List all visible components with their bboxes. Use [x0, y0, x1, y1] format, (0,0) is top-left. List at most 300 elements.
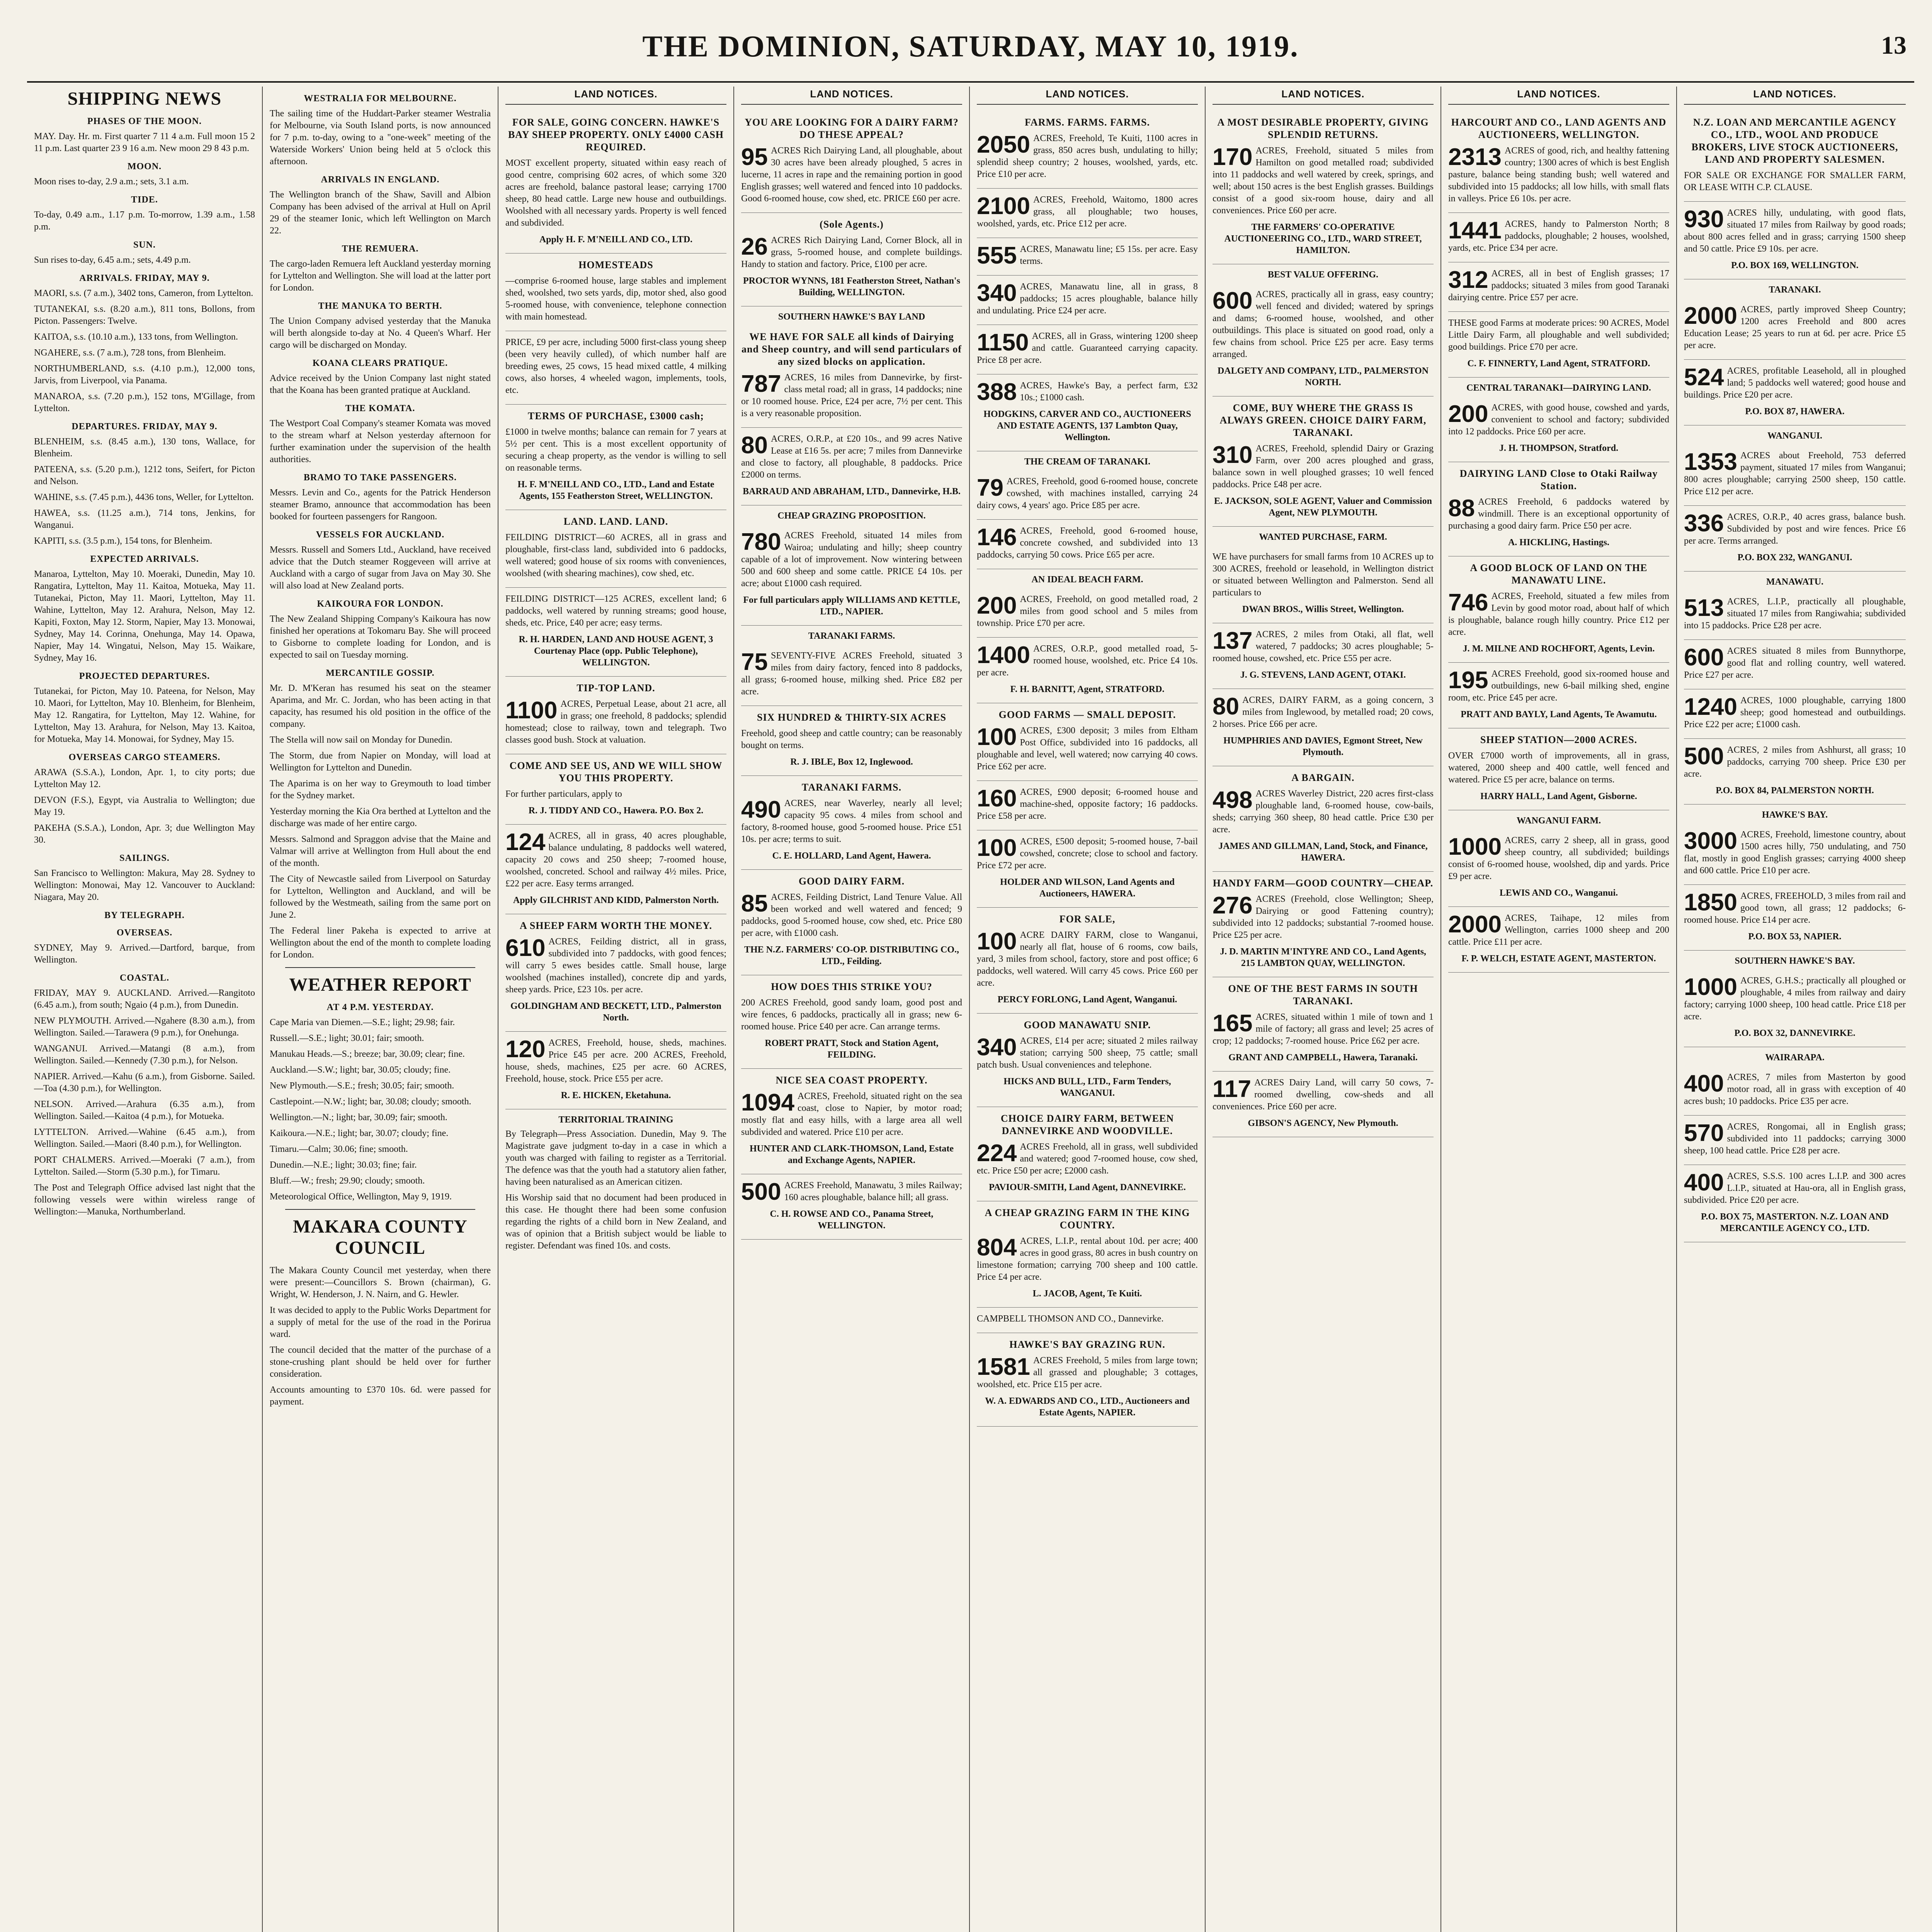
ad-body	[1448, 912, 1669, 948]
ad-body	[1684, 207, 1906, 255]
ad-text: ACRES, Freehold, on good metalled road, 2 miles from good school and 5 miles from township. Price £70 per acre.	[977, 594, 1198, 628]
ad-heading: FOR SALE, GOING CONCERN. HAWKE'S BAY SHEEP PROPERTY. ONLY £4000 CASH REQUIRED.	[508, 117, 724, 153]
ad-body	[505, 788, 726, 800]
land-advertisement	[1448, 213, 1669, 262]
ad-acreage: 804	[977, 1234, 1017, 1261]
ad-text: ACRES, Freehold, situated 5 miles from Hamilton on good metalled road; subdivided into 11 paddocks and well watered by creek, springs, and well; about 150 acres is the best English grasses. Buildings consist of a good six-room house, dairy and all conveniences. Price £60 per acre.	[1213, 146, 1434, 216]
ad-body	[1213, 893, 1434, 941]
ad-body	[505, 698, 726, 746]
ad-text: ACRES Rich Dairying Land, Corner Block, all in grass, 5-roomed house, and complete buildings. Handy to station and factory. Price, £100 per acre.	[741, 235, 962, 269]
ad-body	[977, 1141, 1198, 1177]
land-advertisement	[977, 908, 1198, 1014]
ad-body	[1684, 1170, 1906, 1206]
ad-body	[1448, 268, 1669, 304]
ad-agent: PROCTOR WYNNS, 181 Featherston Street, Nathan's Building, WELLINGTON.	[743, 276, 960, 298]
paragraph: LYTTELTON. Arrived.—Wahine (6.45 a.m.), from Wellington. Sailed.—Maori (8.40 p.m.), for Wellington.	[34, 1127, 255, 1149]
ad-agent: C. E. HOLLARD, Land Agent, Hawera.	[772, 851, 931, 861]
paragraph: Dunedin.—N.E.; light; 30.03; fine; fair.	[270, 1160, 417, 1170]
paragraph: TUTANEKAI, s.s. (8.20 a.m.), 811 tons, Bollons, from Picton. Passengers: Twelve.	[34, 304, 255, 326]
ad-acreage: 2100	[977, 193, 1030, 219]
paragraph: Manukau Heads.—S.; breeze; bar, 30.09; clear; fine.	[270, 1049, 465, 1059]
ad-text: 200 ACRES Freehold, good sandy loam, good post and wire fences, 6 paddocks, practically all in grass; new 6-roomed house. Price £40 per acre. Can arrange terms.	[741, 998, 962, 1032]
land-advertisement	[505, 331, 726, 405]
ad-text: ACRES, 7 miles from Masterton by good motor road, all in grass with exception of 40 acres bush; 10 paddocks. Price £35 per acre.	[1684, 1072, 1906, 1106]
ad-body	[1448, 835, 1669, 883]
land-advertisement	[1213, 872, 1434, 977]
ad-body	[1213, 788, 1434, 836]
ad-agent: DALGETY AND COMPANY, LTD., PALMERSTON NORTH.	[1217, 366, 1429, 388]
ad-text: ACRES, O.R.P., good metalled road, 5-roomed house, woolshed, etc. Price £4 10s. per acre.	[977, 644, 1198, 678]
ad-agent: P.O. BOX 32, DANNEVIRKE.	[1734, 1028, 1855, 1038]
ad-agent: GOLDINGHAM AND BECKETT, LTD., Palmerston North.	[510, 1001, 722, 1023]
ad-body	[505, 593, 726, 629]
paragraph: Meteorological Office, Wellington, May 9, 1919.	[270, 1192, 452, 1202]
land-advertisement	[741, 1174, 962, 1240]
ad-body	[1213, 443, 1434, 491]
ad-body	[741, 891, 962, 939]
column-header: LAND NOTICES.	[1213, 87, 1434, 105]
paragraph: New Plymouth.—S.E.; fresh; 30.05; fair; smooth.	[270, 1081, 454, 1091]
land-advertisement	[977, 189, 1198, 238]
ad-body	[1684, 975, 1906, 1023]
land-advertisement	[505, 914, 726, 1032]
ad-body	[505, 157, 726, 229]
ad-text: ACRES of good, rich, and healthy fattening country; 1300 acres of which is best English pasture, balance being standing bush; well watered and subdivided into 15 paddocks; all low hills, with small flats in valleys. Price £6 10s. per acre.	[1448, 146, 1669, 204]
ad-agent: BARRAUD AND ABRAHAM, LTD., Dannevirke, H.B.	[743, 486, 961, 497]
land-advertisement	[1448, 728, 1669, 810]
ad-acreage: 500	[741, 1179, 781, 1205]
land-advertisement	[741, 776, 962, 870]
section-heading: KOANA CLEARS PRATIQUE.	[312, 358, 448, 368]
land-advertisement	[505, 111, 726, 253]
ad-agent: P.O. BOX 232, WANGANUI.	[1737, 553, 1852, 563]
section-heading: THE REMUERA.	[342, 244, 419, 254]
ad-acreage: 930	[1684, 206, 1724, 233]
land-advertisement	[977, 325, 1198, 374]
paragraph: The City of Newcastle sailed from Liverpool on Saturday for Lyttelton, Wellington and Auckland, and will be followed by the Westmeath, sailing from the same port on June 2.	[270, 874, 491, 920]
land-advertisement	[977, 588, 1198, 638]
paragraph: The Aparima is on her way to Greymouth to load timber for the Sydney market.	[270, 779, 491, 801]
section-heading: PHASES OF THE MOON.	[87, 116, 202, 126]
ad-acreage: 780	[741, 529, 781, 555]
ad-body	[977, 525, 1198, 561]
ad-heading: TIP-TOP LAND.	[577, 682, 655, 694]
ad-body	[977, 281, 1198, 317]
ad-acreage: 388	[977, 379, 1017, 405]
ad-text: OVER £7000 worth of improvements, all in grass, watered, 2000 sheep and 400 cattle, well fenced and watered. Price £5 per acre, balance on terms.	[1448, 751, 1669, 785]
paragraph: Messrs. Levin and Co., agents for the Patrick Henderson steamer Bramo, announce that accommodation has been booked for fourteen passengers for Rangoon.	[270, 488, 491, 522]
section-heading: COASTAL.	[119, 973, 170, 983]
ad-body	[1684, 450, 1906, 498]
ad-text: ACRES Freehold, 5 miles from large town; all grassed and ploughable; 3 cottages, woolshed, etc. Price £15 per acre.	[977, 1355, 1198, 1389]
ad-acreage: 137	[1213, 628, 1253, 654]
land-advertisement	[977, 703, 1198, 781]
section-heading: VESSELS FOR AUCKLAND.	[316, 530, 445, 540]
land-advertisement	[1684, 506, 1906, 571]
ad-text: ACRES, near Waverley, nearly all level; capacity 95 cows. 4 miles from school and factory, 8-roomed house, good 5-roomed house. Price £51 10s. per acre; terms to suit.	[741, 798, 962, 844]
ad-body	[505, 426, 726, 474]
ad-text: ACRES, DAIRY FARM, as a going concern, 3 miles from Inglewood, by metalled road; 20 cows, 2 horses. Price £66 per acre.	[1213, 695, 1434, 729]
ad-agent: JAMES AND GILLMAN, Land, Stock, and Finance, HAWERA.	[1218, 841, 1428, 863]
ad-acreage: 80	[741, 432, 768, 459]
land-advertisement	[977, 111, 1198, 189]
ad-acreage: 85	[741, 890, 768, 917]
land-advertisement	[505, 253, 726, 331]
land-advertisement	[977, 470, 1198, 520]
ad-text: ACRES Freehold, good six-roomed house and outbuildings, new 6-bail milking shed, engine room, etc. Price £45 per acre.	[1448, 669, 1669, 703]
paragraph: WAHINE, s.s. (7.45 p.m.), 4436 tons, Weller, for Lyttelton.	[34, 492, 254, 502]
ad-text: ACRES (Freehold, close Wellington; Sheep, Dairying or good Fattening country); subdivided into 12 paddocks; substantial 7-roomed house. Price £25 per acre.	[1213, 894, 1434, 940]
ad-acreage: 1400	[977, 642, 1030, 668]
ad-acreage: 787	[741, 371, 781, 397]
ad-agent: DWAN BROS., Willis Street, Wellington.	[1242, 604, 1404, 614]
ad-acreage: 1000	[1448, 833, 1502, 860]
ad-acreage: 513	[1684, 595, 1724, 621]
column-6	[1206, 87, 1441, 1932]
land-advertisement	[1684, 739, 1906, 804]
ad-agent: P.O. BOX 75, MASTERTON. N.Z. LOAN AND MERCANTILE AGENCY CO., LTD.	[1701, 1212, 1889, 1233]
ad-text: ACRE DAIRY FARM, close to Wanganui, nearly all flat, house of 6 rooms, cow bails, yard, 3 miles from school, factory, store and post office; 6 paddocks, well watered. Will carry 45 cows. Price £60 per acre.	[977, 930, 1198, 988]
ad-text: ACRES, O.R.P., 40 acres grass, balance bush. Subdivided by post and wire fences. Price £6 per acre. Terms arranged.	[1684, 512, 1906, 546]
masthead	[27, 23, 1914, 83]
land-advertisement	[1448, 262, 1669, 312]
ad-body	[977, 1355, 1198, 1391]
ad-text: ACRES, all in grass, 40 acres ploughable, balance undulating, 8 paddocks well watered, capacity 20 cows and 250 sheep; 7-roomed house, woolshed, concreted. School and railway 4½ miles. Price, £22 per acre. Easy terms arranged.	[505, 831, 726, 889]
paragraph: KAPITI, s.s. (3.5 p.m.), 154 tons, for Blenheim.	[34, 536, 213, 546]
section-heading: PROJECTED DEPARTURES.	[79, 671, 210, 681]
ad-agent: F. H. BARNITT, Agent, STRATFORD.	[1010, 684, 1165, 694]
ad-agent: HICKS AND BULL, LTD., Farm Tenders, WANGANUI.	[1003, 1077, 1171, 1098]
section-heading: CHEAP GRAZING PROPOSITION.	[777, 511, 926, 521]
ad-text: ACRES, partly improved Sheep Country; 1200 acres Freehold and 800 acres Education Lease; 25 years to run at 6d. per acre. Price £5 per acre.	[1684, 304, 1906, 350]
land-advertisement	[977, 276, 1198, 325]
ad-acreage: 1581	[977, 1354, 1030, 1380]
ad-text: ACRES Freehold, situated 14 miles from Wairoa; undulating and hilly; sheep country capable of a lot of improvement. Now wintering between 500 and 600 sheep and some cattle. PRICE £4 10s. per acre; about £1000 cash required.	[741, 531, 962, 588]
section-heading: DEPARTURES. FRIDAY, MAY 9.	[71, 422, 218, 432]
land-advertisement	[1213, 546, 1434, 623]
section-heading: BEST VALUE OFFERING.	[1267, 270, 1379, 280]
ad-text: PRICE, £9 per acre, including 5000 first-class young sheep (been very heavily culled), of which number half are breeding ewes, 25 cows, 15 head mixed cattle, 4 milking cows, also horses, 4 wheeled wagon, implements, tools, etc.	[505, 337, 726, 395]
ad-acreage: 1240	[1684, 694, 1737, 720]
land-advertisement	[741, 870, 962, 975]
ad-heading: ONE OF THE BEST FARMS IN SOUTH TARANAKI.	[1228, 983, 1418, 1007]
ad-text: ACRES Waverley District, 220 acres first-class ploughable land, 6-roomed house, cow-bails, sheds; carrying 360 sheep, 80 head cattle. Price £30 per acre.	[1213, 789, 1434, 835]
ad-text: ACRES, practically all in grass, easy country; well fenced and divided; watered by springs and dams; 6-roomed house, woolshed, and other outbuildings. This place is situated on good road, only a few chains from school. Price £25 per acre. Easy terms arranged.	[1213, 289, 1434, 359]
land-advertisement	[1213, 689, 1434, 766]
paragraph: ARAWA (S.S.A.), London, Apr. 1, to city ports; due Lyttelton May 12.	[34, 767, 255, 789]
ad-acreage: 312	[1448, 267, 1488, 293]
ad-text: Freehold, good sheep and cattle country; can be reasonably bought on terms.	[741, 728, 962, 750]
ad-acreage: 310	[1213, 442, 1253, 468]
ad-body	[741, 530, 962, 590]
ad-agent: J. D. MARTIN M'INTYRE AND CO., Land Agents, 215 LAMBTON QUAY, WELLINGTON.	[1220, 947, 1426, 968]
divider	[285, 1209, 475, 1210]
land-advertisement	[977, 781, 1198, 830]
ad-body	[1448, 668, 1669, 704]
land-advertisement	[741, 428, 962, 505]
land-advertisement	[1684, 202, 1906, 279]
ad-body	[977, 594, 1198, 629]
ad-agent: HUNTER AND CLARK-THOMSON, Land, Estate and Exchange Agents, NAPIER.	[749, 1144, 954, 1165]
ad-body	[1684, 645, 1906, 681]
ad-text: ACRES, £900 deposit; 6-roomed house and machine-shed, opposite factory; 16 paddocks. Price £58 per acre.	[977, 787, 1198, 821]
ad-text: ACRES, Manawatu line, all in grass, 8 paddocks; 15 acres ploughable, balance hilly and undulating. Price £24 per acre.	[977, 282, 1198, 316]
section-heading: MANAWATU.	[1766, 577, 1824, 587]
column-header: LAND NOTICES.	[1448, 87, 1669, 105]
column-header: LAND NOTICES.	[1684, 87, 1906, 105]
ad-text: ACRES, Taihape, 12 miles from Wellington, carries 1000 sheep and 200 cattle. Price £11 per acre.	[1448, 913, 1669, 947]
ad-agent: HUMPHRIES AND DAVIES, Egmont Street, New Plymouth.	[1223, 736, 1423, 757]
ad-body	[977, 194, 1198, 230]
ad-agent: GIBSON'S AGENCY, New Plymouth.	[1248, 1118, 1398, 1128]
ad-agent: F. P. WELCH, ESTATE AGENT, MASTERTON.	[1461, 954, 1656, 964]
land-advertisement	[1448, 663, 1669, 728]
land-advertisement	[505, 677, 726, 754]
paragraph: Manaroa, Lyttelton, May 10. Moeraki, Dunedin, May 10. Rangatira, Lyttelton, May 11. Kaitoa, Motueka, May 11. Tutanekai, Picton, May 11. Maori, Lyttelton, May 11. Wahine, Lyttelton, May 12. Arahura, Nelson, May 12. Kapiti, Foxton, May 12. Storm, Napier, May 13. Monowai, Sydney, May 14. Corinna, Onehunga, May 14. Opawa, Napier, May 14. Wingatui, Nelson, May 15. Waikare, Sydney, May 16.	[34, 569, 255, 663]
section-heading: MERCANTILE GOSSIP.	[326, 668, 435, 678]
paragraph: Mr. D. M'Keran has resumed his seat on the steamer Aparima, and Mr. C. Jordan, who has been acting in that capacity, has resumed his old position in the office of the company.	[270, 683, 491, 729]
ad-acreage: 524	[1684, 364, 1724, 391]
ad-body	[1213, 694, 1434, 730]
land-advertisement	[977, 520, 1198, 569]
land-advertisement	[977, 1201, 1198, 1308]
land-advertisement	[1213, 1071, 1434, 1137]
paragraph: The sailing time of the Huddart-Parker steamer Westralia for Melbourne, via South Island ports, is now announced for 7 p.m. to-day, owing to a "one-week" meeting of the Waterside Workers' Union being held at 5 o'clock this afternoon.	[270, 109, 491, 167]
ad-acreage: 224	[977, 1140, 1017, 1167]
paragraph: NEW PLYMOUTH. Arrived.—Ngahere (8.30 a.m.), from Wellington. Sailed.—Tarawera (9 p.m.), for Onehunga.	[34, 1016, 255, 1038]
column-header: LAND NOTICES.	[505, 87, 726, 105]
land-advertisement	[1213, 111, 1434, 264]
paragraph: MAY. Day. Hr. m. First quarter 7 11 4 a.m. Full moon 15 2 11 p.m. Last quarter 23 9 16 a.m. New moon 29 8 43 p.m.	[34, 131, 255, 153]
ad-acreage: 1441	[1448, 217, 1502, 244]
section-heading: THE CREAM OF TARANAKI.	[1024, 457, 1151, 467]
ad-text: ACRES hilly, undulating, with good flats, situated 17 miles from Railway by good roads; about 800 acres felled and in grass; carrying 1500 sheep and 50 cattle. Price £9 10s. per acre.	[1684, 208, 1906, 254]
ad-text: FOR SALE OR EXCHANGE FOR SMALLER FARM, OR LEASE WITH C.P. CLAUSE.	[1684, 170, 1906, 192]
ad-body	[1684, 511, 1906, 547]
paragraph: Russell.—S.E.; light; 30.01; fair; smooth.	[270, 1033, 424, 1043]
paragraph: Advice received by the Union Company last night stated that the Koana has been granted pratique at Auckland.	[270, 373, 491, 395]
paragraph: The New Zealand Shipping Company's Kaikoura has now finished her operations at Tokomaru Bay. She will proceed to Gisborne to complete loading for London, and is expected to sail on Tuesday morning.	[270, 614, 491, 660]
section-heading: TIDE.	[131, 195, 158, 205]
ad-body	[977, 330, 1198, 366]
ad-body	[1213, 1077, 1434, 1113]
paragraph: The Westport Coal Company's steamer Komata was moved to the stream wharf at Nelson yesterday afternoon for further examination under the supervision of the health authorities.	[270, 418, 491, 464]
ad-body	[1684, 829, 1906, 877]
ad-acreage: 124	[505, 829, 546, 855]
ad-acreage: 120	[505, 1036, 546, 1063]
ad-body	[1684, 744, 1906, 780]
ad-text: ACRES, Freehold, Waitomo, 1800 acres grass, all ploughable; two houses, woolshed, yards, etc. Price £12 per acre.	[977, 195, 1198, 229]
ad-agent: L. JACOB, Agent, Te Kuiti.	[1032, 1289, 1142, 1299]
ad-agent: THE FARMERS' CO-OPERATIVE AUCTIONEERING CO., LTD., WARD STREET, HAMILTON.	[1224, 222, 1422, 255]
ad-acreage: 2000	[1448, 911, 1502, 938]
ad-text: ACRES situated 8 miles from Bunnythorpe, good flat and rolling country, well watered. Price £27 per acre.	[1684, 646, 1906, 680]
ad-heading: GOOD FARMS — SMALL DEPOSIT.	[998, 709, 1176, 720]
ad-body	[505, 275, 726, 323]
section-heading: AT 4 P.M. YESTERDAY.	[327, 1002, 434, 1012]
ad-agent: PERCY FORLONG, Land Agent, Wanganui.	[997, 995, 1177, 1005]
ad-text: ACRES, Freehold, Te Kuiti, 1100 acres in grass, 850 acres bush, undulating to hilly; splendid sheep country; 2 houses, woolshed, yards, etc. Price £10 per acre.	[977, 133, 1198, 179]
paragraph: Timaru.—Calm; 30.06; fine; smooth.	[270, 1144, 408, 1154]
paragraph: Yesterday morning the Kia Ora berthed at Lyttelton and the discharge was made of her entire cargo.	[270, 806, 491, 828]
ad-acreage: 1094	[741, 1089, 794, 1116]
paragraph: The cargo-laden Remuera left Auckland yesterday morning for Lyttelton and Wellington. She will load at the latter port for London.	[270, 259, 491, 293]
ad-text: ACRES, handy to Palmerston North; 8 paddocks, ploughable; 2 houses, woolshed, yards, etc. Price £34 per acre.	[1448, 219, 1669, 253]
land-advertisement	[1684, 444, 1906, 506]
land-advertisement	[741, 645, 962, 706]
land-advertisement	[1684, 360, 1906, 425]
ad-body	[977, 929, 1198, 989]
ad-acreage: 570	[1684, 1120, 1724, 1146]
ad-acreage: 746	[1448, 589, 1488, 616]
ad-agent: Apply H. F. M'NEILL AND CO., LTD.	[539, 235, 693, 245]
ad-heading: A MOST DESIRABLE PROPERTY, GIVING SPLENDID RETURNS.	[1217, 117, 1429, 140]
ad-agent: P.O. BOX 169, WELLINGTON.	[1731, 260, 1859, 270]
section-heading: WAIRARAPA.	[1765, 1053, 1825, 1063]
ad-body	[741, 728, 962, 752]
paragraph: The Wellington branch of the Shaw, Savill and Albion Company has been advised of the arrival at Hull on April 29 of the steamer Ionic, which left Wellington on March 22.	[270, 190, 491, 236]
ad-text: MOST excellent property, situated within easy reach of good centre, comprising 602 acres, of which some 320 acres are freehold, balance pastoral lease; carrying 1700 sheep, 80 head cattle. Large new house and outbuildings. Woolshed with all necessary yards. Property is well fenced and subdivided.	[505, 158, 726, 228]
land-advertisement	[1684, 689, 1906, 739]
ad-body	[1213, 1011, 1434, 1047]
divider	[285, 967, 475, 968]
ad-text: ACRES, Freehold, situated a few miles from Levin by good motor road, about half of which is ploughable, balance rough hilly country. Price £12 per acre.	[1448, 591, 1669, 637]
section-heading: SUN.	[133, 240, 156, 250]
paragraph: To-day, 0.49 a.m., 1.17 p.m. To-morrow, 1.39 a.m., 1.58 p.m.	[34, 210, 255, 232]
ad-agent: THE N.Z. FARMERS' CO-OP. DISTRIBUTING CO., LTD., Feilding.	[744, 945, 959, 966]
land-advertisement	[1213, 623, 1434, 689]
ad-agent: R. E. HICKEN, Eketahuna.	[561, 1090, 671, 1100]
paragraph: NELSON. Arrived.—Arahura (6.35 a.m.), from Wellington. Sailed.—Kaitoa (4 p.m.), for Motueka.	[34, 1099, 255, 1121]
paragraph: The Stella will now sail on Monday for Dunedin.	[270, 735, 452, 745]
ad-text: ACRES, all in best of English grasses; 17 paddocks; situated 3 miles from good Taranaki dairying centre. Price £57 per acre.	[1448, 269, 1669, 303]
section-heading: SHIPPING NEWS	[67, 88, 222, 109]
ad-acreage: 1150	[977, 329, 1029, 356]
ad-body	[1684, 890, 1906, 926]
ad-heading: TERMS OF PURCHASE, £3000 cash;	[528, 410, 704, 422]
paragraph: KAITOA, s.s. (10.10 a.m.), 133 tons, from Wellington.	[34, 332, 238, 342]
ad-body	[505, 936, 726, 996]
ad-body	[1213, 551, 1434, 599]
ad-heading: FARMS. FARMS. FARMS.	[1024, 117, 1150, 128]
ad-body	[1684, 596, 1906, 632]
ad-acreage: 400	[1684, 1169, 1724, 1196]
ad-body	[1448, 317, 1669, 353]
ad-body	[741, 372, 962, 420]
ad-heading: GOOD MANAWATU SNIP.	[1024, 1019, 1151, 1031]
ad-acreage: 88	[1448, 495, 1475, 522]
paragraph: Auckland.—S.W.; light; bar, 30.05; cloudy; fine.	[270, 1065, 451, 1075]
paragraph: Bluff.—W.; fresh; 29.90; cloudy; smooth.	[270, 1176, 425, 1186]
ad-acreage: 1353	[1684, 449, 1737, 475]
ad-text: ACRES, profitable Leasehold, all in ploughed land; 5 paddocks well watered; good house and buildings. Price £20 per acre.	[1684, 366, 1906, 400]
section-heading: WESTRALIA FOR MELBOURNE.	[304, 94, 457, 104]
ad-heading: A BARGAIN.	[1291, 772, 1355, 783]
ad-acreage: 498	[1213, 787, 1253, 813]
ad-text: FEILDING DISTRICT—60 ACRES, all in grass and ploughable, first-class land, subdivided into 6 paddocks, well watered; good house of six rooms with conveniences, woolshed (with shearing machines), cow shed, etc.	[505, 532, 726, 578]
ad-heading: CHOICE DAIRY FARM, BETWEEN DANNEVIRKE AND WOODVILLE.	[1000, 1113, 1174, 1136]
ad-text: ACRES, with good house, cowshed and yards, convenient to school and factory; subdivided into 12 paddocks. Price £60 per acre.	[1448, 403, 1669, 437]
ad-acreage: 500	[1684, 743, 1724, 770]
ad-body	[1448, 750, 1669, 786]
paragraph: Kaikoura.—N.E.; light; bar, 30.07; cloudy; fine.	[270, 1128, 449, 1138]
ad-acreage: 95	[741, 144, 768, 170]
ad-body	[1448, 590, 1669, 638]
land-advertisement	[505, 825, 726, 914]
ad-heading: TARANAKI FARMS.	[801, 782, 902, 793]
ad-text: ACRES, FREEHOLD, 3 miles from rail and good town, all grass; 12 paddocks; 6-roomed house. Price £14 per acre.	[1684, 891, 1906, 925]
land-advertisement	[505, 510, 726, 588]
ad-text: ACRES, situated within 1 mile of town and 1 mile of factory; all grass and level; 25 acres of crop; 12 paddocks; 7-roomed house. Price £62 per acre.	[1213, 1012, 1434, 1046]
ad-text: WE have purchasers for small farms from 10 ACRES up to 300 ACRES, freehold or leasehold, in Wellington district or situated between Wellington and Palmerston. Send all particulars to	[1213, 552, 1434, 598]
section-heading: BY TELEGRAPH.	[104, 910, 185, 920]
ad-text: £1000 in twelve months; balance can remain for 7 years at 5½ per cent. This is a most excellent opportunity of securing a cheap property, as the vendor is willing to sell on reasonable terms.	[505, 427, 726, 473]
ad-heading: HOMESTEADS	[578, 259, 653, 270]
section-heading: MOON.	[127, 162, 162, 172]
paragraph: MAORI, s.s. (7 a.m.), 3402 tons, Cameron, from Lyttelton.	[34, 288, 253, 298]
ad-acreage: 1000	[1684, 974, 1737, 1000]
land-advertisement	[977, 374, 1198, 451]
land-advertisement	[1684, 1066, 1906, 1116]
ad-text: ACRES, G.H.S.; practically all ploughed or ploughable, 4 miles from railway and dairy factory; carrying 1000 sheep, 100 head cattle. Price £18 per acre.	[1684, 976, 1906, 1022]
ad-text: For further particulars, apply to	[505, 789, 622, 799]
ad-acreage: 200	[1448, 401, 1488, 427]
land-advertisement	[1684, 1165, 1906, 1242]
paragraph: NORTHUMBERLAND, s.s. (4.10 p.m.), 12,000 tons, Jarvis, from Liverpool, via Panama.	[34, 364, 255, 386]
ad-body	[741, 1180, 962, 1204]
section-heading: AN IDEAL BEACH FARM.	[1031, 575, 1143, 585]
ad-acreage: 2000	[1684, 303, 1737, 329]
section-heading: WANGANUI FARM.	[1516, 816, 1601, 826]
ad-text: ACRES, 1000 ploughable, carrying 1800 sheep; good homestead and outbuildings. Price £22 per acre; £1000 cash.	[1684, 696, 1906, 730]
ad-acreage: 146	[977, 524, 1017, 551]
ad-agent: C. F. FINNERTY, Land Agent, STRATFORD.	[1467, 359, 1650, 369]
paragraph: Castlepoint.—N.W.; light; bar, 30.08; cloudy; smooth.	[270, 1097, 471, 1107]
ad-body	[741, 997, 962, 1033]
ad-acreage: 79	[977, 474, 1003, 501]
ad-acreage: 276	[1213, 892, 1253, 919]
paragraph: The Post and Telegraph Office advised last night that the following vessels were within wireless range of Wellington:—Manuka, Northumberland.	[34, 1183, 255, 1217]
land-advertisement	[741, 111, 962, 213]
ad-acreage: 26	[741, 233, 768, 260]
paragraph: WANGANUI. Arrived.—Matangi (8 a.m.), from Wellington. Sailed.—Kennedy (7.30 p.m.), for Nelson.	[34, 1044, 255, 1066]
paragraph: MANAROA, s.s. (7.20 p.m.), 152 tons, M'Gillage, from Lyttelton.	[34, 391, 255, 413]
ad-agent: P.O. BOX 84, PALMERSTON NORTH.	[1716, 786, 1874, 796]
land-advertisement	[1684, 298, 1906, 360]
ad-acreage: 75	[741, 649, 768, 675]
land-advertisement	[1213, 977, 1434, 1071]
ad-heading: GOOD DAIRY FARM.	[798, 876, 905, 887]
ad-body	[1684, 365, 1906, 401]
paragraph: PATEENA, s.s. (5.20 p.m.), 1212 tons, Seifert, for Picton and Nelson.	[34, 464, 255, 486]
paragraph: The Storm, due from Napier on Monday, will load at Wellington for Lyttelton and Dunedin.	[270, 751, 491, 773]
ad-body	[741, 1090, 962, 1138]
newspaper-title: THE DOMINION, SATURDAY, MAY 10, 1919.	[642, 29, 1299, 63]
paragraph: The council decided that the matter of the purchase of a stone-crushing plant should be held over for further consideration.	[270, 1345, 491, 1379]
page-number: 13	[1881, 31, 1906, 60]
paragraph: The Federal liner Pakeha is expected to arrive at Wellington about the end of the month to complete loading for London.	[270, 926, 491, 960]
ad-text: ACRES Dairy Land, will carry 50 cows, 7-roomed dwelling, cow-sheds and all conveniences. Price £60 per acre.	[1213, 1078, 1434, 1112]
ad-body	[505, 532, 726, 580]
ad-body	[1213, 629, 1434, 665]
ad-agent: For full particulars apply WILLIAMS AND KETTLE, LTD., NAPIER.	[743, 595, 960, 617]
ad-heading: HARCOURT AND CO., LAND AGENTS AND AUCTIONEERS, WELLINGTON.	[1451, 117, 1667, 140]
ad-text: ACRES, Perpetual Lease, about 21 acre, all in grass; one freehold, 8 paddocks; splendid homestead; close to railway, town and telegraph. Two classes good bush. Stock at valuation.	[505, 699, 726, 745]
ad-text: ACRES, Freehold, situated right on the sea coast, close to Napier, by motor road; mostly flat and easy hills, with a large area all well subdivided and watered. Price £10 per acre.	[741, 1091, 962, 1137]
land-advertisement	[1448, 556, 1669, 663]
paragraph: The Union Company advised yesterday that the Manuka will berth alongside to-day at No. 4 Queen's Wharf. Her cargo will be discharged on Monday.	[270, 316, 491, 350]
ad-acreage: 3000	[1684, 828, 1737, 854]
